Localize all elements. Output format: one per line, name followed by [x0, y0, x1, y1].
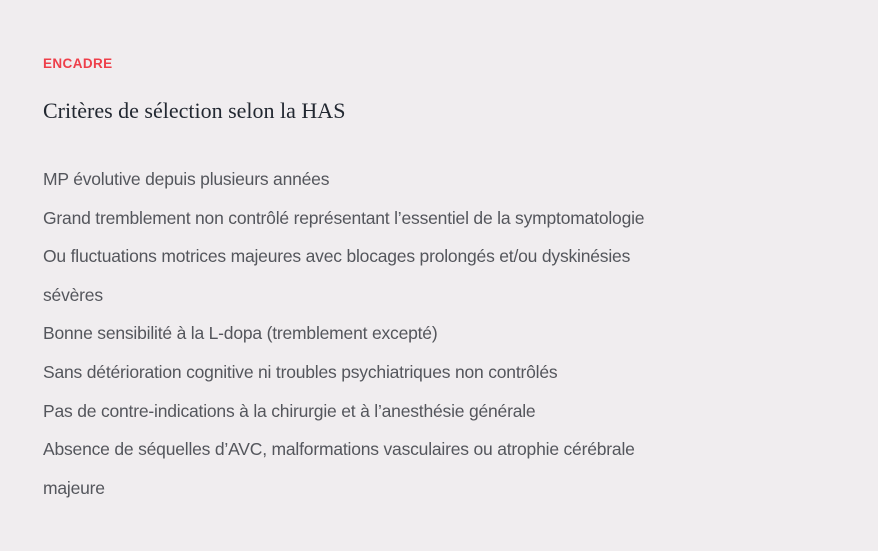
criteria-line: Sans détérioration cognitive ni troubles psychiatriques non contrôlés	[43, 361, 558, 382]
criteria-line: MP évolutive depuis plusieurs années	[43, 169, 330, 189]
criteria-line: Absence de séquelles d’AVC, malformations vasculaires ou atrophie cérébrale	[43, 439, 635, 460]
criteria-line: Bonne sensibilité à la L-dopa (tremblement excepté)	[43, 323, 438, 344]
criteria-line: Ou fluctuations motrices majeures avec blocages prolongés et/ou dyskinésies	[43, 246, 631, 267]
encadre-title: Critères de sélection selon la HAS	[43, 98, 346, 123]
encadre-kicker-label: ENCADRE	[43, 56, 113, 71]
criteria-line: Pas de contre-indications à la chirurgie et à l’anesthésie générale	[43, 400, 536, 421]
criteria-line: Grand tremblement non contrôlé représentant l’essentiel de la symptomatologie	[43, 207, 645, 228]
criteria-list	[43, 160, 838, 507]
criteria-line: sévères	[43, 284, 103, 305]
criteria-line: majeure	[43, 477, 105, 498]
